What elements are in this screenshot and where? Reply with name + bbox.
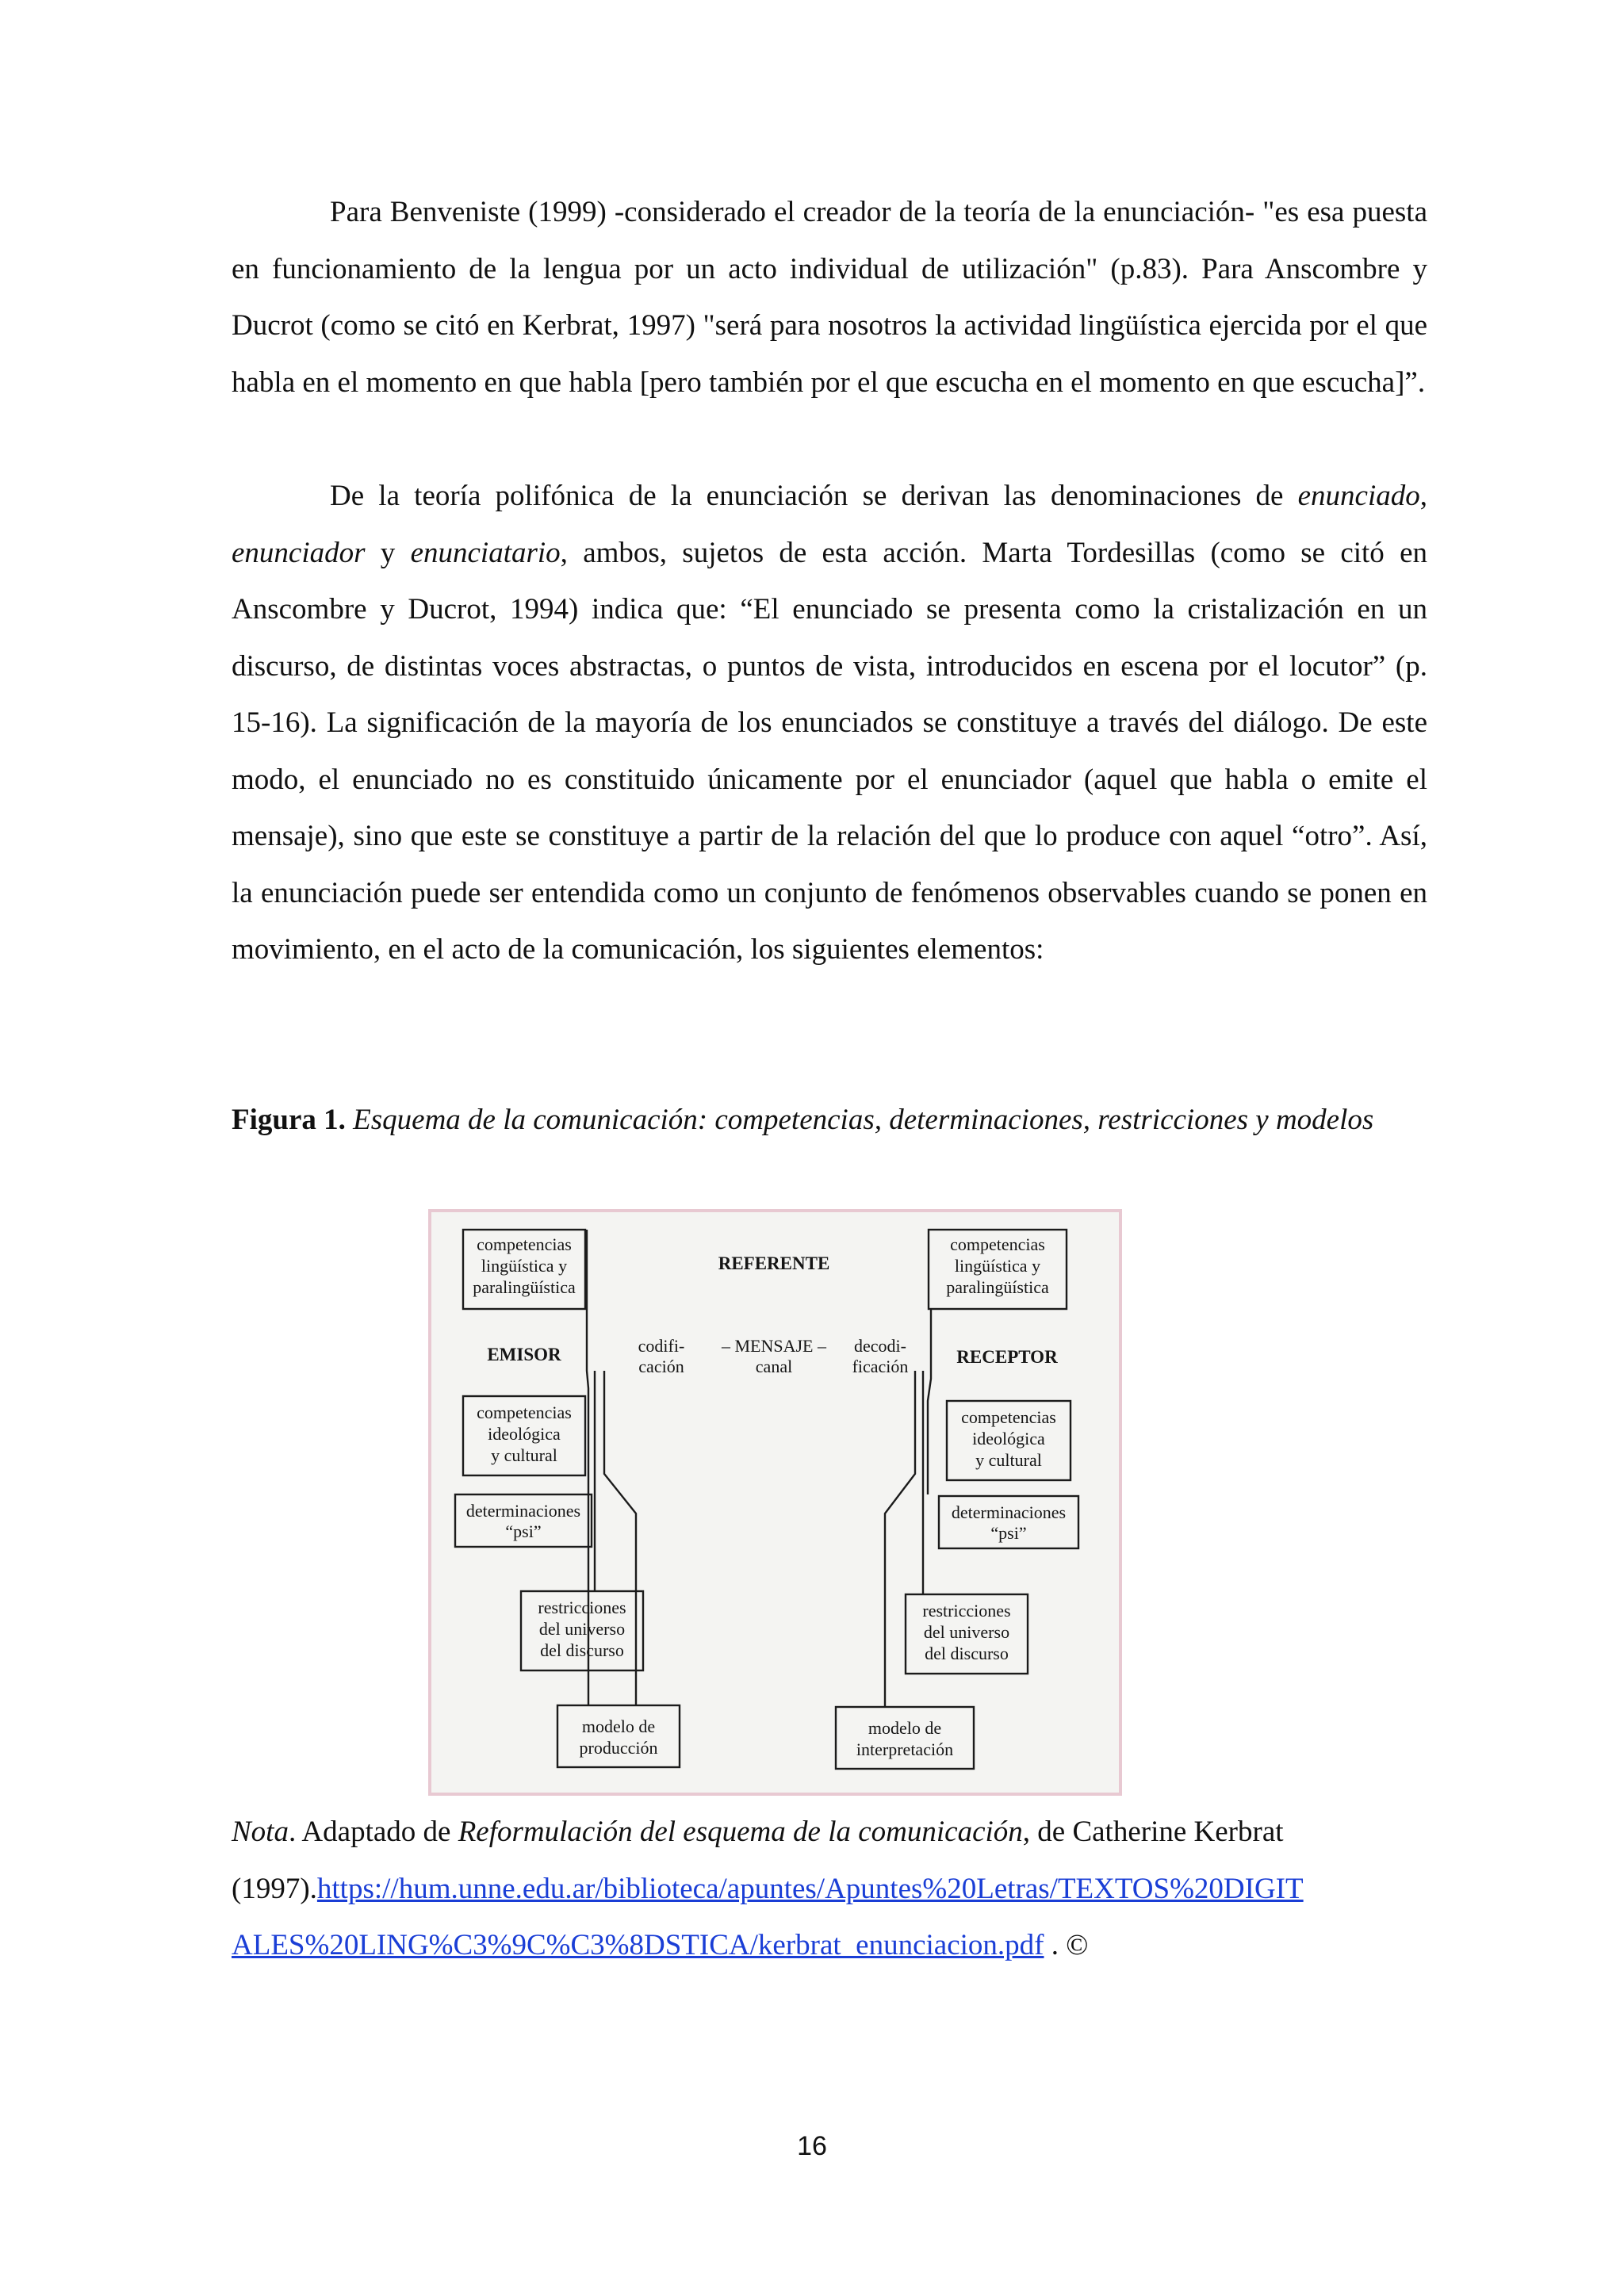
left-restr-line-2: del universo	[538, 1619, 626, 1639]
source-link-line-2[interactable]: ALES%20LING%C3%9C%C3%8DSTICA/kerbrat_enunciacion.pdf	[232, 1929, 1044, 1961]
term-enunciador: enunciador	[232, 536, 366, 569]
right-comp-ideo-line-3: y cultural	[975, 1450, 1042, 1470]
receptor-label: RECEPTOR	[956, 1347, 1058, 1367]
figure-label: Figura 1.	[232, 1104, 346, 1136]
note-label: Nota	[232, 1816, 289, 1848]
codificacion-line-2: cación	[638, 1357, 684, 1376]
right-vertical-line-a	[928, 1309, 931, 1494]
referente-label: REFERENTE	[718, 1253, 830, 1273]
right-modelo-line-2: interpretación	[856, 1739, 954, 1759]
right-modelo-line-1: modelo de	[868, 1718, 942, 1738]
right-determ-line-2: “psi”	[990, 1523, 1027, 1543]
canal-label: canal	[755, 1357, 793, 1376]
right-comp-ling-line-3: paralingüística	[946, 1277, 1049, 1297]
right-determ-line-1: determinaciones	[951, 1502, 1067, 1522]
left-comp-ideo-line-2: ideológica	[488, 1424, 561, 1444]
left-comp-ling-line-2: lingüística y	[481, 1256, 568, 1276]
right-comp-ideo-line-2: ideológica	[972, 1429, 1045, 1448]
separator: y	[365, 536, 411, 569]
right-restr-line-2: del universo	[923, 1622, 1010, 1642]
term-enunciado: enunciado	[1297, 480, 1420, 512]
source-link[interactable]	[232, 1873, 1304, 1962]
left-box-modelo	[557, 1705, 680, 1767]
left-restr-line-3: del discurso	[540, 1640, 624, 1660]
left-comp-ling-line-1: competencias	[477, 1234, 572, 1254]
right-comp-ling-line-1: competencias	[950, 1234, 1045, 1254]
note-text-1: . Adaptado de	[288, 1816, 458, 1848]
paragraph-2-text	[232, 468, 1427, 978]
left-comp-ideo-line-3: y cultural	[491, 1445, 557, 1465]
left-comp-ideo-line-1: competencias	[477, 1402, 572, 1422]
figure-caption	[232, 1092, 1427, 1149]
right-vertical-line-c	[885, 1371, 915, 1707]
figure-note	[232, 1804, 1427, 1974]
left-determ-line-1: determinaciones	[465, 1501, 581, 1521]
term-enunciatario: enunciatario	[410, 536, 561, 569]
right-comp-ideo-line-1: competencias	[961, 1407, 1056, 1427]
codificacion-line-1: codifi-	[638, 1336, 685, 1356]
paragraph-1-text: Para Benveniste (1999) -considerado el creador de la teoría de la enunciación- "es esa puesta en funcionamiento de la lengua por un acto individual de utilización" (p.83). Para Anscombre y Ducrot (como se citó en Kerbrat, 1997) "será para nosotros la actividad lingüística ejercida por el que habla en el momento en que habla [pero también por el que escucha en el momento en que escucha]”.	[232, 196, 1427, 399]
figure-title: Esquema de la comunicación: competencias, determinaciones, restricciones y modelos	[353, 1104, 1374, 1136]
communication-diagram	[428, 1209, 1122, 1796]
left-determ-line-2: “psi”	[505, 1521, 542, 1541]
right-comp-ling-line-2: lingüística y	[954, 1256, 1041, 1276]
mensaje-label: – MENSAJE –	[721, 1336, 827, 1356]
left-comp-ling-line-3: paralingüística	[473, 1277, 576, 1297]
left-restr-line-1: restricciones	[538, 1598, 626, 1617]
separator: ,	[1419, 480, 1427, 512]
right-restr-line-3: del discurso	[925, 1644, 1009, 1663]
paragraph-2-rest: , ambos, sujetos de esta acción. Marta Tordesillas (como se citó en Anscombre y Ducrot, 1994) indica que: “El enunciado se presenta como la cristalización en un discurso, de distintas voces abstractas, o puntos de vista, introducidos en escena por el locutor” (p. 15-16). La significación de la mayoría de los enunciados se constituye a través del diálogo. De este modo, el enunciado no es constituido únicamente por el enunciador (aquel que habla o emite el mensaje), sino que este se constituye a partir de la relación del que lo produce con aquel “otro”. Así, la enunciación puede ser entendida como un conjunto de fenómenos observables cuando se ponen en movimiento, en el acto de la comunicación, los siguientes elementos:	[232, 536, 1428, 966]
paragraph-2-intro: De la teoría polifónica de la enunciación se derivan las denominaciones de	[330, 480, 1298, 512]
right-box-modelo	[836, 1707, 974, 1769]
source-link-line-1[interactable]: https://hum.unne.edu.ar/biblioteca/apuntes/Apuntes%20Letras/TEXTOS%20DIGIT	[316, 1872, 1304, 1905]
page-number: 16	[797, 2131, 827, 2161]
paragraph-polifonica	[232, 468, 1427, 978]
note-text-2: , de Catherine Kerbrat (1997).	[232, 1816, 1284, 1905]
decodificacion-line-2: ficación	[852, 1357, 909, 1376]
left-modelo-line-1: modelo de	[581, 1716, 656, 1736]
right-restr-line-1: restricciones	[922, 1601, 1011, 1621]
decodificacion-line-1: decodi-	[854, 1336, 906, 1356]
note-suffix: . ©	[1044, 1929, 1089, 1961]
emisor-label: EMISOR	[487, 1345, 561, 1364]
left-modelo-line-2: producción	[579, 1738, 658, 1758]
paragraph-benveniste	[232, 184, 1427, 411]
note-source-title: Reformulación del esquema de la comunicación	[458, 1816, 1023, 1848]
diagram-svg	[431, 1212, 1119, 1793]
